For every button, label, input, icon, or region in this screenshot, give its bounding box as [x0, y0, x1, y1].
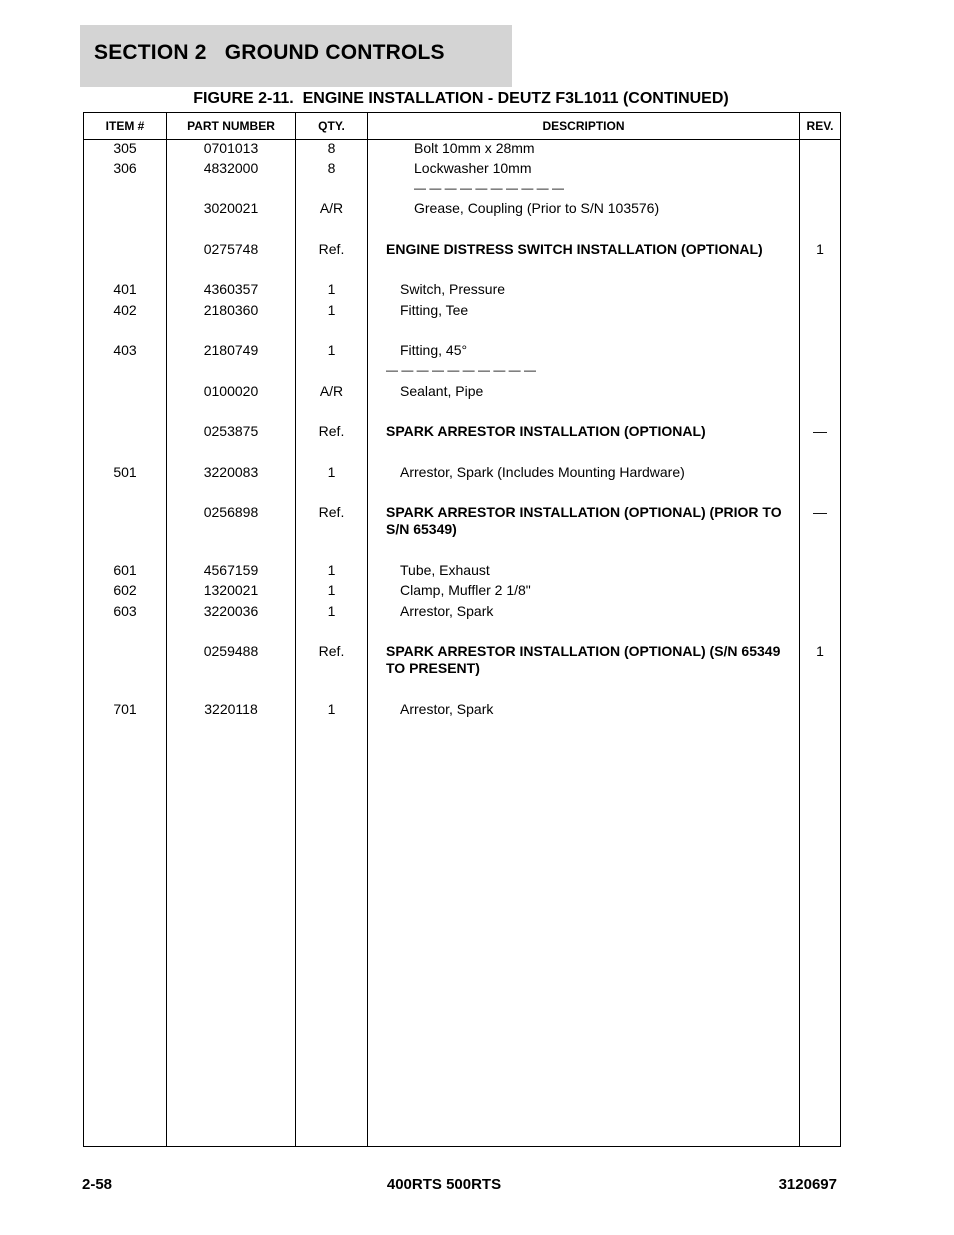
section-header — [80, 25, 512, 87]
column-header-qty: QTY. — [318, 119, 345, 133]
item-cell: 601 — [113, 562, 137, 578]
part-number-cell: 0701013 — [203, 140, 259, 156]
part-number-cell: 4832000 — [203, 160, 259, 176]
separator-dashes: — — — — — — — — — — — [414, 181, 565, 195]
item-cell: 305 — [113, 140, 137, 156]
column-header-item: ITEM # — [105, 119, 145, 133]
description-cell: Fitting, Tee — [400, 302, 469, 318]
assembly-title: SPARK ARRESTOR INSTALLATION (OPTIONAL) — [386, 423, 706, 439]
qty-cell: 1 — [327, 302, 336, 318]
column-divider — [799, 113, 800, 1146]
qty-cell: 1 — [327, 281, 336, 297]
part-number-cell: 3220118 — [204, 701, 258, 717]
part-number-cell: 2180360 — [203, 302, 259, 318]
qty-cell: Ref. — [318, 241, 345, 257]
parts-table — [83, 112, 841, 1147]
separator-dashes: — — — — — — — — — — — [386, 363, 537, 377]
assembly-title: SPARK ARRESTOR INSTALLATION (OPTIONAL) (PRIOR TO S/N 65349) — [386, 504, 782, 537]
description-cell: Arrestor, Spark — [400, 603, 494, 619]
assembly-title: SPARK ARRESTOR INSTALLATION (OPTIONAL) (S/N 65349 TO PRESENT) — [386, 643, 781, 676]
description-cell: Sealant, Pipe — [400, 383, 484, 399]
qty-cell: 8 — [327, 160, 336, 176]
column-divider — [367, 113, 368, 1146]
column-divider — [166, 113, 167, 1146]
rev-cell: — — [813, 423, 827, 439]
qty-cell: 1 — [327, 701, 336, 717]
qty-cell: Ref. — [318, 423, 345, 439]
part-number-cell: 0100020 — [203, 383, 259, 399]
item-cell: 402 — [113, 302, 137, 318]
part-number-cell: 3220036 — [203, 603, 259, 619]
part-number-cell: 3020021 — [203, 200, 259, 216]
qty-cell: A/R — [319, 383, 344, 399]
page-number: 2-58 — [82, 1176, 113, 1193]
rev-cell: 1 — [816, 241, 824, 257]
item-cell: 701 — [113, 701, 137, 717]
rev-cell: 1 — [816, 643, 824, 659]
qty-cell: 8 — [327, 140, 336, 156]
qty-cell: Ref. — [318, 643, 345, 659]
part-number-cell: 2180749 — [203, 342, 259, 358]
part-number-cell: 0259488 — [203, 643, 259, 659]
rev-cell: — — [813, 504, 827, 520]
qty-cell: 1 — [327, 464, 336, 480]
part-number-cell: 0275748 — [203, 241, 259, 257]
qty-cell: 1 — [327, 342, 336, 358]
item-cell: 602 — [113, 582, 137, 598]
column-header-rev: REV. — [806, 119, 834, 133]
qty-cell: Ref. — [318, 504, 345, 520]
column-header-description: DESCRIPTION — [542, 119, 625, 133]
assembly-title: ENGINE DISTRESS SWITCH INSTALLATION (OPTIONAL) — [386, 241, 763, 257]
figure-title: FIGURE 2-11. ENGINE INSTALLATION - DEUTZ F3L1011 (CONTINUED) — [193, 90, 729, 107]
description-cell: Bolt 10mm x 28mm — [414, 140, 535, 156]
part-number-cell: 0256898 — [203, 504, 259, 520]
description-cell: Arrestor, Spark — [400, 701, 494, 717]
item-cell: 501 — [113, 464, 137, 480]
qty-cell: A/R — [319, 200, 344, 216]
description-cell: Switch, Pressure — [400, 281, 506, 297]
description-cell: Arrestor, Spark (Includes Mounting Hardware) — [400, 464, 685, 480]
qty-cell: 1 — [327, 582, 336, 598]
part-number-cell: 4360357 — [203, 281, 259, 297]
description-cell: Lockwasher 10mm — [414, 160, 532, 176]
item-cell: 401 — [113, 281, 137, 297]
column-header-part-number: PART NUMBER — [187, 119, 275, 133]
manual-number: 3120697 — [778, 1176, 837, 1193]
column-divider — [295, 113, 296, 1146]
description-cell: Grease, Coupling (Prior to S/N 103576) — [414, 200, 660, 216]
section-title: SECTION 2 GROUND CONTROLS — [94, 41, 445, 64]
model-names: 400RTS 500RTS — [386, 1176, 502, 1193]
description-cell: Fitting, 45° — [400, 342, 468, 358]
item-cell: 403 — [113, 342, 137, 358]
item-cell: 603 — [113, 603, 137, 619]
part-number-cell: 0253875 — [203, 423, 259, 439]
part-number-cell: 3220083 — [203, 464, 259, 480]
description-cell: Clamp, Muffler 2 1/8" — [400, 582, 531, 598]
part-number-cell: 4567159 — [203, 562, 259, 578]
qty-cell: 1 — [327, 603, 336, 619]
item-cell: 306 — [113, 160, 137, 176]
description-cell: Tube, Exhaust — [400, 562, 490, 578]
part-number-cell: 1320021 — [203, 582, 259, 598]
qty-cell: 1 — [327, 562, 336, 578]
